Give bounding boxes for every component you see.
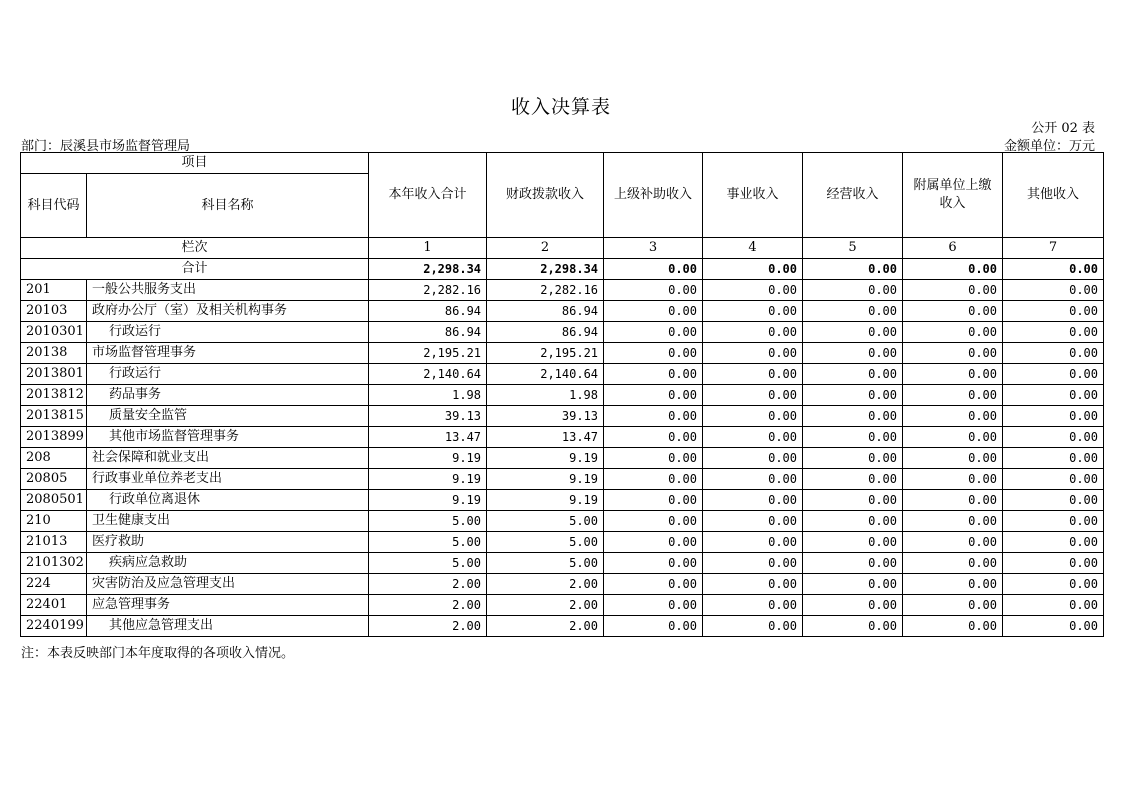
row-value: 0.00 (703, 511, 803, 532)
row-value: 0.00 (803, 448, 903, 469)
row-value: 0.00 (1003, 364, 1104, 385)
row-value: 5.00 (369, 532, 487, 553)
row-value: 0.00 (604, 280, 703, 301)
row-code: 201 (21, 280, 87, 301)
row-value: 0.00 (1003, 343, 1104, 364)
table-row (21, 574, 1104, 595)
table-row (21, 427, 1104, 448)
row-value: 2.00 (487, 616, 604, 637)
table-row (21, 595, 1104, 616)
row-name: 疾病应急救助 (87, 553, 369, 574)
row-value: 0.00 (703, 427, 803, 448)
header-col-1: 本年收入合计 (369, 153, 487, 238)
row-value: 0.00 (803, 616, 903, 637)
row-value: 0.00 (703, 448, 803, 469)
department-label: 部门：辰溪县市场监督管理局 (21, 139, 191, 154)
row-name: 灾害防治及应急管理支出 (87, 574, 369, 595)
row-value: 0.00 (803, 322, 903, 343)
column-number: 3 (604, 238, 703, 259)
column-number: 4 (703, 238, 803, 259)
row-code: 2010301 (21, 322, 87, 343)
row-value: 9.19 (369, 490, 487, 511)
row-value: 0.00 (803, 385, 903, 406)
row-value: 0.00 (703, 532, 803, 553)
row-code: 2013815 (21, 406, 87, 427)
header-name: 科目名称 (87, 174, 369, 238)
page-title: 收入决算表 (510, 96, 611, 118)
row-name: 卫生健康支出 (87, 511, 369, 532)
table-row (21, 385, 1104, 406)
row-value: 0.00 (703, 385, 803, 406)
row-value: 0.00 (1003, 385, 1104, 406)
table-row (21, 532, 1104, 553)
total-value: 0.00 (604, 259, 703, 280)
row-value: 0.00 (604, 364, 703, 385)
row-value: 0.00 (604, 574, 703, 595)
row-value: 0.00 (903, 322, 1003, 343)
table-row (21, 469, 1104, 490)
row-value: 0.00 (803, 406, 903, 427)
row-value: 0.00 (903, 553, 1003, 574)
row-value: 0.00 (604, 595, 703, 616)
row-value: 0.00 (604, 532, 703, 553)
footnote: 注：本表反映部门本年度取得的各项收入情况。 (21, 646, 295, 661)
header-col-5: 经营收入 (803, 153, 903, 238)
row-value: 0.00 (803, 511, 903, 532)
row-value: 0.00 (604, 448, 703, 469)
column-number: 7 (1003, 238, 1104, 259)
row-value: 0.00 (1003, 406, 1104, 427)
row-code: 2013801 (21, 364, 87, 385)
row-value: 0.00 (903, 280, 1003, 301)
income-table (20, 152, 1104, 637)
row-value: 0.00 (803, 490, 903, 511)
table-row (21, 301, 1104, 322)
header-code: 科目代码 (21, 174, 87, 238)
row-value: 39.13 (487, 406, 604, 427)
row-value: 0.00 (604, 322, 703, 343)
row-value: 1.98 (487, 385, 604, 406)
row-name: 社会保障和就业支出 (87, 448, 369, 469)
row-name: 应急管理事务 (87, 595, 369, 616)
row-value: 0.00 (703, 616, 803, 637)
row-value: 0.00 (803, 364, 903, 385)
row-name: 行政单位离退休 (87, 490, 369, 511)
row-value: 0.00 (903, 448, 1003, 469)
row-value: 5.00 (487, 532, 604, 553)
row-value: 86.94 (487, 322, 604, 343)
header-row-item (21, 153, 1104, 174)
table-row (21, 364, 1104, 385)
total-label: 合计 (21, 259, 369, 280)
row-value: 9.19 (369, 448, 487, 469)
row-name: 市场监督管理事务 (87, 343, 369, 364)
row-value: 0.00 (803, 574, 903, 595)
row-value: 0.00 (703, 343, 803, 364)
row-value: 0.00 (703, 574, 803, 595)
row-value: 0.00 (604, 406, 703, 427)
row-code: 2080501 (21, 490, 87, 511)
row-value: 0.00 (903, 595, 1003, 616)
row-value: 0.00 (604, 343, 703, 364)
row-value: 0.00 (803, 343, 903, 364)
header-item: 项目 (21, 153, 369, 174)
row-value: 2,140.64 (487, 364, 604, 385)
row-value: 0.00 (604, 301, 703, 322)
table-row (21, 511, 1104, 532)
row-code: 20138 (21, 343, 87, 364)
row-value: 2,195.21 (369, 343, 487, 364)
row-value: 2.00 (487, 574, 604, 595)
row-value: 2,282.16 (369, 280, 487, 301)
row-value: 0.00 (703, 364, 803, 385)
row-code: 22401 (21, 595, 87, 616)
row-value: 1.98 (369, 385, 487, 406)
row-value: 86.94 (369, 322, 487, 343)
row-value: 0.00 (903, 343, 1003, 364)
row-value: 0.00 (703, 469, 803, 490)
row-value: 0.00 (903, 406, 1003, 427)
row-value: 0.00 (703, 280, 803, 301)
row-value: 2,282.16 (487, 280, 604, 301)
row-value: 86.94 (487, 301, 604, 322)
header-col-4: 事业收入 (703, 153, 803, 238)
row-value: 0.00 (803, 532, 903, 553)
header-col-3: 上级补助收入 (604, 153, 703, 238)
row-value: 13.47 (369, 427, 487, 448)
column-number: 2 (487, 238, 604, 259)
header-col-7: 其他收入 (1003, 153, 1104, 238)
row-value: 0.00 (803, 280, 903, 301)
row-value: 0.00 (604, 427, 703, 448)
row-value: 0.00 (903, 301, 1003, 322)
row-value: 0.00 (703, 301, 803, 322)
row-value: 0.00 (703, 595, 803, 616)
total-value: 2,298.34 (487, 259, 604, 280)
row-value: 0.00 (703, 406, 803, 427)
table-row (21, 448, 1104, 469)
row-value: 0.00 (703, 322, 803, 343)
row-value: 0.00 (803, 427, 903, 448)
row-value: 0.00 (903, 469, 1003, 490)
row-name: 行政运行 (87, 322, 369, 343)
row-value: 0.00 (604, 616, 703, 637)
row-value: 0.00 (1003, 532, 1104, 553)
total-row (21, 259, 1104, 280)
row-value: 13.47 (487, 427, 604, 448)
column-number-label: 栏次 (21, 238, 369, 259)
row-value: 39.13 (369, 406, 487, 427)
total-value: 0.00 (803, 259, 903, 280)
row-value: 0.00 (604, 553, 703, 574)
row-value: 0.00 (903, 427, 1003, 448)
header-col-2: 财政拨款收入 (487, 153, 604, 238)
row-value: 9.19 (487, 448, 604, 469)
row-value: 0.00 (604, 490, 703, 511)
total-value: 2,298.34 (369, 259, 487, 280)
row-value: 9.19 (487, 469, 604, 490)
form-number: 公开 02 表 (1031, 121, 1095, 136)
row-value: 0.00 (903, 616, 1003, 637)
table-row (21, 280, 1104, 301)
row-value: 0.00 (903, 490, 1003, 511)
row-value: 2.00 (369, 574, 487, 595)
row-name: 药品事务 (87, 385, 369, 406)
row-value: 0.00 (1003, 490, 1104, 511)
row-value: 0.00 (903, 364, 1003, 385)
row-name: 其他应急管理支出 (87, 616, 369, 637)
row-value: 0.00 (604, 385, 703, 406)
row-value: 2,140.64 (369, 364, 487, 385)
row-name: 一般公共服务支出 (87, 280, 369, 301)
row-code: 2013812 (21, 385, 87, 406)
header-col-6: 附属单位上缴收入 (903, 153, 1003, 238)
row-value: 0.00 (1003, 448, 1104, 469)
row-value: 0.00 (604, 469, 703, 490)
row-code: 224 (21, 574, 87, 595)
row-value: 0.00 (604, 511, 703, 532)
row-value: 0.00 (803, 553, 903, 574)
row-value: 0.00 (703, 553, 803, 574)
row-value: 9.19 (487, 490, 604, 511)
row-value: 0.00 (1003, 553, 1104, 574)
table-row (21, 490, 1104, 511)
row-value: 0.00 (1003, 280, 1104, 301)
total-value: 0.00 (1003, 259, 1104, 280)
row-name: 其他市场监督管理事务 (87, 427, 369, 448)
row-value: 0.00 (803, 301, 903, 322)
row-value: 86.94 (369, 301, 487, 322)
table-row (21, 322, 1104, 343)
column-number-row (21, 238, 1104, 259)
row-value: 0.00 (903, 574, 1003, 595)
row-value: 5.00 (369, 511, 487, 532)
row-value: 0.00 (1003, 595, 1104, 616)
row-value: 0.00 (1003, 322, 1104, 343)
column-number: 5 (803, 238, 903, 259)
column-number: 6 (903, 238, 1003, 259)
row-value: 5.00 (487, 511, 604, 532)
table-row (21, 553, 1104, 574)
row-value: 0.00 (903, 385, 1003, 406)
unit-label: 金额单位：万元 (1003, 139, 1095, 154)
total-value: 0.00 (703, 259, 803, 280)
row-value: 0.00 (903, 511, 1003, 532)
row-code: 208 (21, 448, 87, 469)
row-code: 2240199 (21, 616, 87, 637)
row-value: 2,195.21 (487, 343, 604, 364)
row-code: 210 (21, 511, 87, 532)
row-code: 2013899 (21, 427, 87, 448)
table-row (21, 343, 1104, 364)
table-row (21, 616, 1104, 637)
row-value: 0.00 (703, 490, 803, 511)
row-value: 0.00 (1003, 469, 1104, 490)
row-name: 行政运行 (87, 364, 369, 385)
row-value: 2.00 (369, 616, 487, 637)
row-value: 2.00 (487, 595, 604, 616)
column-number: 1 (369, 238, 487, 259)
row-name: 行政事业单位养老支出 (87, 469, 369, 490)
row-name: 政府办公厅（室）及相关机构事务 (87, 301, 369, 322)
row-value: 2.00 (369, 595, 487, 616)
row-value: 0.00 (1003, 427, 1104, 448)
table-body (21, 153, 1104, 637)
row-code: 20103 (21, 301, 87, 322)
row-code: 21013 (21, 532, 87, 553)
row-name: 医疗救助 (87, 532, 369, 553)
row-code: 20805 (21, 469, 87, 490)
row-value: 0.00 (1003, 301, 1104, 322)
total-value: 0.00 (903, 259, 1003, 280)
row-code: 2101302 (21, 553, 87, 574)
row-value: 0.00 (803, 595, 903, 616)
row-value: 0.00 (903, 532, 1003, 553)
row-value: 5.00 (487, 553, 604, 574)
row-value: 5.00 (369, 553, 487, 574)
table-row (21, 406, 1104, 427)
row-value: 0.00 (1003, 616, 1104, 637)
row-value: 9.19 (369, 469, 487, 490)
row-value: 0.00 (1003, 574, 1104, 595)
row-value: 0.00 (803, 469, 903, 490)
row-value: 0.00 (1003, 511, 1104, 532)
row-name: 质量安全监管 (87, 406, 369, 427)
